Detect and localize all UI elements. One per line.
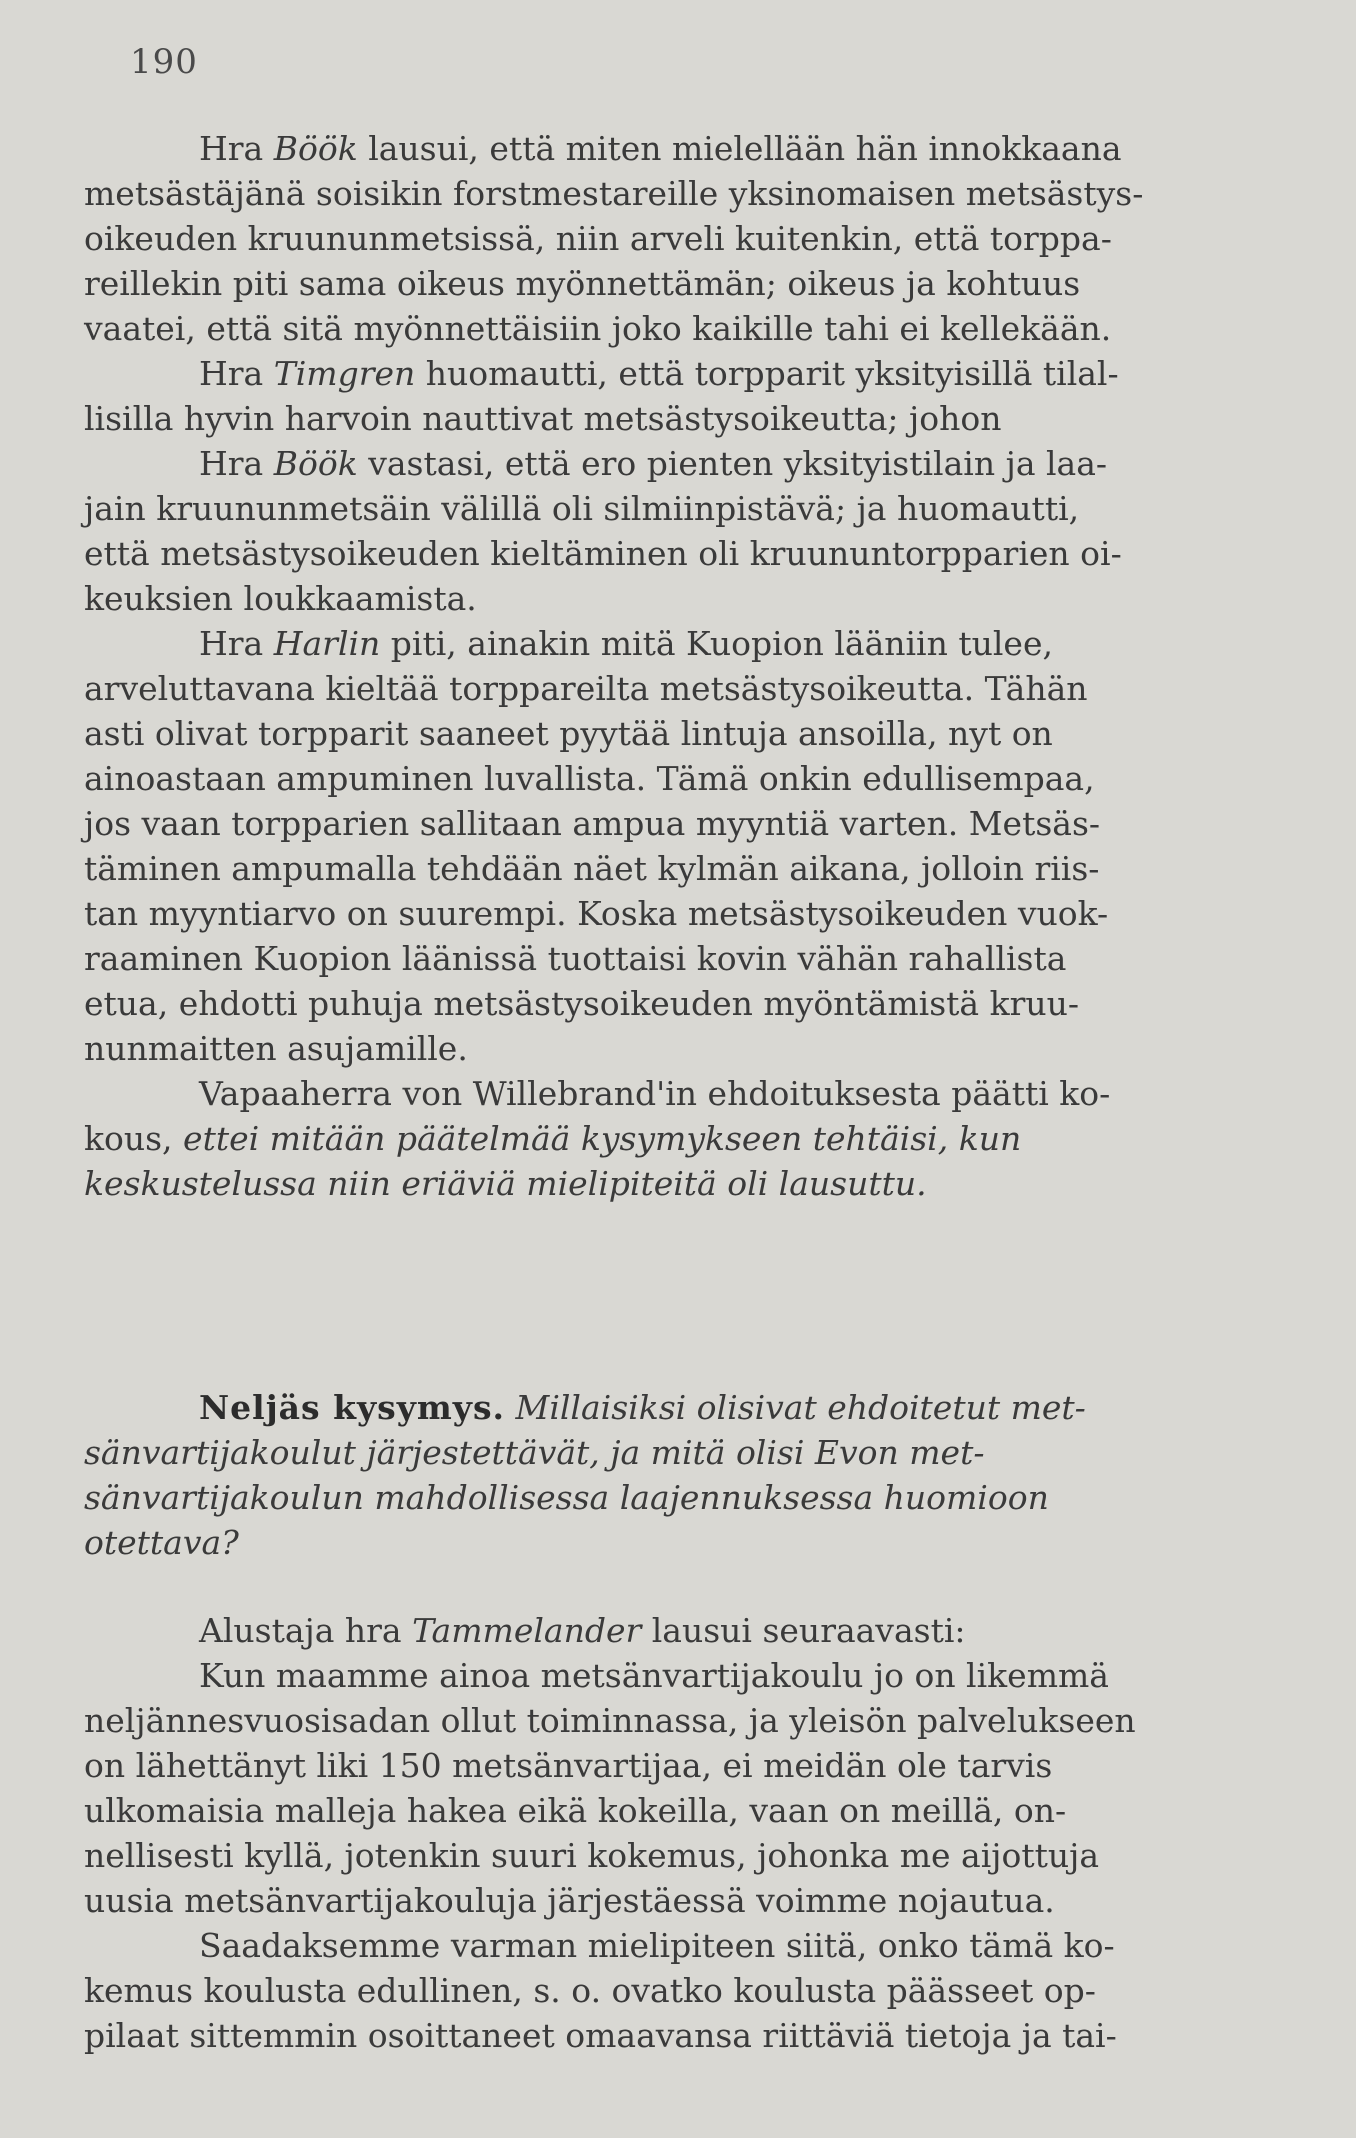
text-line: Hra Harlin piti, ainakin mitä Kuopion lääniin tulee,: [199, 624, 1053, 663]
text-line: on lähettänyt liki 150 metsänvartijaa, ei meidän ole tarvis: [84, 1746, 1053, 1785]
question-line: Neljäs kysymys. Millaisiksi olisivat ehdoitetut met-: [199, 1388, 1086, 1427]
text-line: Alustaja hra Tammelander lausui seuraavasti:: [199, 1611, 966, 1650]
text-line: raaminen Kuopion läänissä tuottaisi kovin vähän rahallista: [84, 939, 1067, 978]
text-line: Kun maamme ainoa metsänvartijakoulu jo on likemmä: [199, 1656, 1109, 1695]
text-line: Hra Timgren huomautti, että torpparit yksityisillä tilal-: [199, 354, 1119, 393]
question-line: sänvartijakoulun mahdollisessa laajennuksessa huomioon: [84, 1478, 1049, 1517]
text-line: keskustelussa niin eriäviä mielipiteitä oli lausuttu.: [84, 1164, 927, 1203]
text-line: tan myyntiarvo on suurempi. Koska metsästysoikeuden vuok-: [84, 894, 1109, 933]
text-line: oikeuden kruununmetsissä, niin arveli kuitenkin, että torppa-: [84, 219, 1112, 258]
text-line: etua, ehdotti puhuja metsästysoikeuden myöntämistä kruu-: [84, 984, 1080, 1023]
text-line: kous, ettei mitään päätelmää kysymykseen tehtäisi, kun: [84, 1119, 1022, 1158]
answer-section: [84, 1608, 1264, 2058]
text-line: nellisesti kyllä, jotenkin suuri kokemus, johonka me aijottuja: [84, 1836, 1100, 1875]
page-number: 190: [130, 42, 198, 82]
text-line: että metsästysoikeuden kieltäminen oli kruununtorpparien oi-: [84, 534, 1122, 573]
text-line: Saadaksemme varman mielipiteen siitä, onko tämä ko-: [199, 1926, 1115, 1965]
question-title: Neljäs kysymys.: [199, 1388, 506, 1427]
question-line: otettava?: [84, 1523, 239, 1562]
discussion-section: [84, 126, 1264, 1206]
text-line: keuksien loukkaamista.: [84, 579, 477, 618]
speaker-name: Tammelander: [412, 1611, 642, 1650]
text-line: Hra Böök vastasi, että ero pienten yksityistilain ja laa-: [199, 444, 1108, 483]
speaker-name: Harlin: [273, 624, 381, 663]
question-heading: [84, 1385, 1264, 1565]
text-line: uusia metsänvartijakouluja järjestäessä voimme nojautua.: [84, 1881, 1055, 1920]
text-line: lisilla hyvin harvoin nauttivat metsästysoikeutta; johon: [84, 399, 1002, 438]
speaker-name: Böök: [273, 444, 358, 483]
text-line: vaatei, että sitä myönnettäisiin joko kaikille tahi ei kellekään.: [84, 309, 1112, 348]
text-line: neljännesvuosisadan ollut toiminnassa, ja yleisön palvelukseen: [84, 1701, 1136, 1740]
text-line: arveluttavana kieltää torppareilta metsästysoikeutta. Tähän: [84, 669, 1088, 708]
text-line: ulkomaisia malleja hakea eikä kokeilla, vaan on meillä, on-: [84, 1791, 1067, 1830]
speaker-name: Timgren: [273, 354, 416, 393]
speaker-name: Böök: [273, 129, 358, 168]
text-line: Hra Böök lausui, että miten mielellään hän innokkaana: [199, 129, 1122, 168]
question-line: sänvartijakoulut järjestettävät, ja mitä olisi Evon met-: [84, 1433, 985, 1472]
text-line: metsästäjänä soisikin forstmestareille yksinomaisen metsästys-: [84, 174, 1144, 213]
text-line: pilaat sittemmin osoittaneet omaavansa riittäviä tietoja ja tai-: [84, 2016, 1117, 2055]
text-line: täminen ampumalla tehdään näet kylmän aikana, jolloin riis-: [84, 849, 1100, 888]
text-line: ainoastaan ampuminen luvallista. Tämä onkin edullisempaa,: [84, 759, 1095, 798]
text-line: Vapaaherra von Willebrand'in ehdoituksesta päätti ko-: [199, 1074, 1111, 1113]
text-line: jos vaan torpparien sallitaan ampua myyntiä varten. Metsäs-: [84, 804, 1101, 843]
text-line: kemus koulusta edullinen, s. o. ovatko koulusta päässeet op-: [84, 1971, 1096, 2010]
text-line: reillekin piti sama oikeus myönnettämän; oikeus ja kohtuus: [84, 264, 1081, 303]
text-line: nunmaitten asujamille.: [84, 1029, 468, 1068]
text-line: jain kruununmetsäin välillä oli silmiinpistävä; ja huomautti,: [84, 489, 1080, 528]
text-line: asti olivat torpparit saaneet pyytää lintuja ansoilla, nyt on: [84, 714, 1053, 753]
